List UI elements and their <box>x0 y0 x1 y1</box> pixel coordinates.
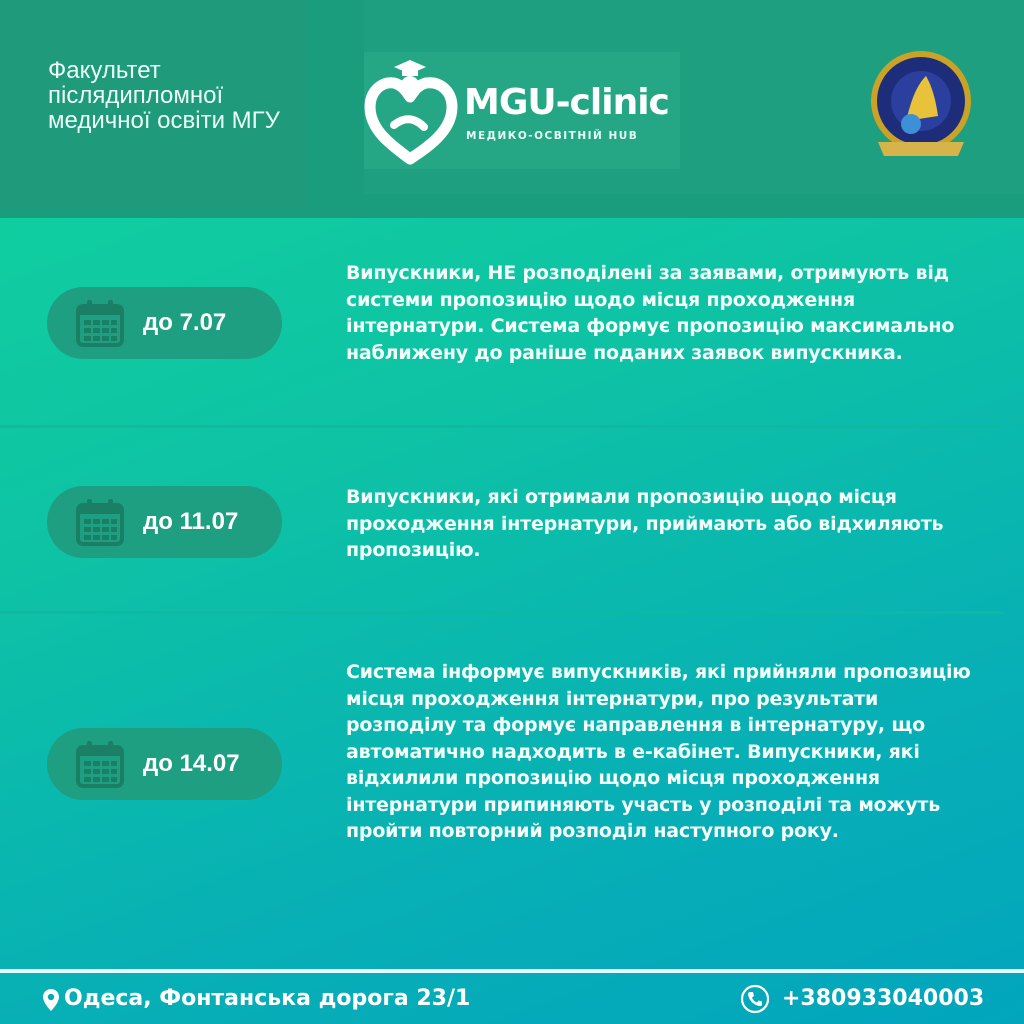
deadline-date: до 14.07 <box>143 750 240 777</box>
heart-graduate-icon <box>364 55 458 167</box>
faculty-title: Факультет післядипломної медичної освіти МГУ <box>48 57 280 134</box>
address[interactable]: Одеса, Фонтанська дорога 23/1 <box>64 986 471 1011</box>
university-emblem-icon <box>866 46 976 164</box>
date-pill-2 <box>47 486 282 558</box>
step-description-2: Випускники, які отримали пропозицію щодо місця проходження інтернатури, приймають або відхиляють пропозицію. <box>346 486 944 561</box>
footer <box>0 973 1024 1024</box>
calendar-icon <box>75 298 125 348</box>
step-description-3: Система інформує випускників, які прийняли пропозицію місця проходження інтернатури, про результати розподілу та формує направлення в інтернатуру, що автоматично надходить в е-кабінет. Випускники, які відхилили пропозицію щодо місця проходження інтернатури припиняють участь у розподілі та можуть пройти повторний розподіл наступного року. <box>346 661 971 842</box>
logo-title: MGU-clinic <box>464 82 669 123</box>
step-description-1: Випускники, НЕ розподілені за заявами, отримують від системи пропозицію щодо місця проходження інтернатури. Система формує пропозицію максимально наближену до раніше поданих заявок випускника. <box>346 262 955 364</box>
mgu-clinic-logo <box>364 52 680 169</box>
map-pin-icon <box>42 988 60 1012</box>
phone-icon <box>740 984 770 1014</box>
header <box>0 0 1024 218</box>
date-pill-1 <box>47 287 282 359</box>
calendar-icon <box>75 497 125 547</box>
logo-subtitle: МЕДИКО-ОСВІТНІЙ HUB <box>466 130 639 142</box>
divider <box>0 611 1004 614</box>
deadline-date: до 7.07 <box>143 309 227 336</box>
phone-number[interactable]: +380933040003 <box>782 986 985 1011</box>
calendar-icon <box>75 739 125 789</box>
date-pill-3 <box>47 728 282 800</box>
divider <box>0 425 1004 428</box>
deadline-date: до 11.07 <box>143 508 239 535</box>
